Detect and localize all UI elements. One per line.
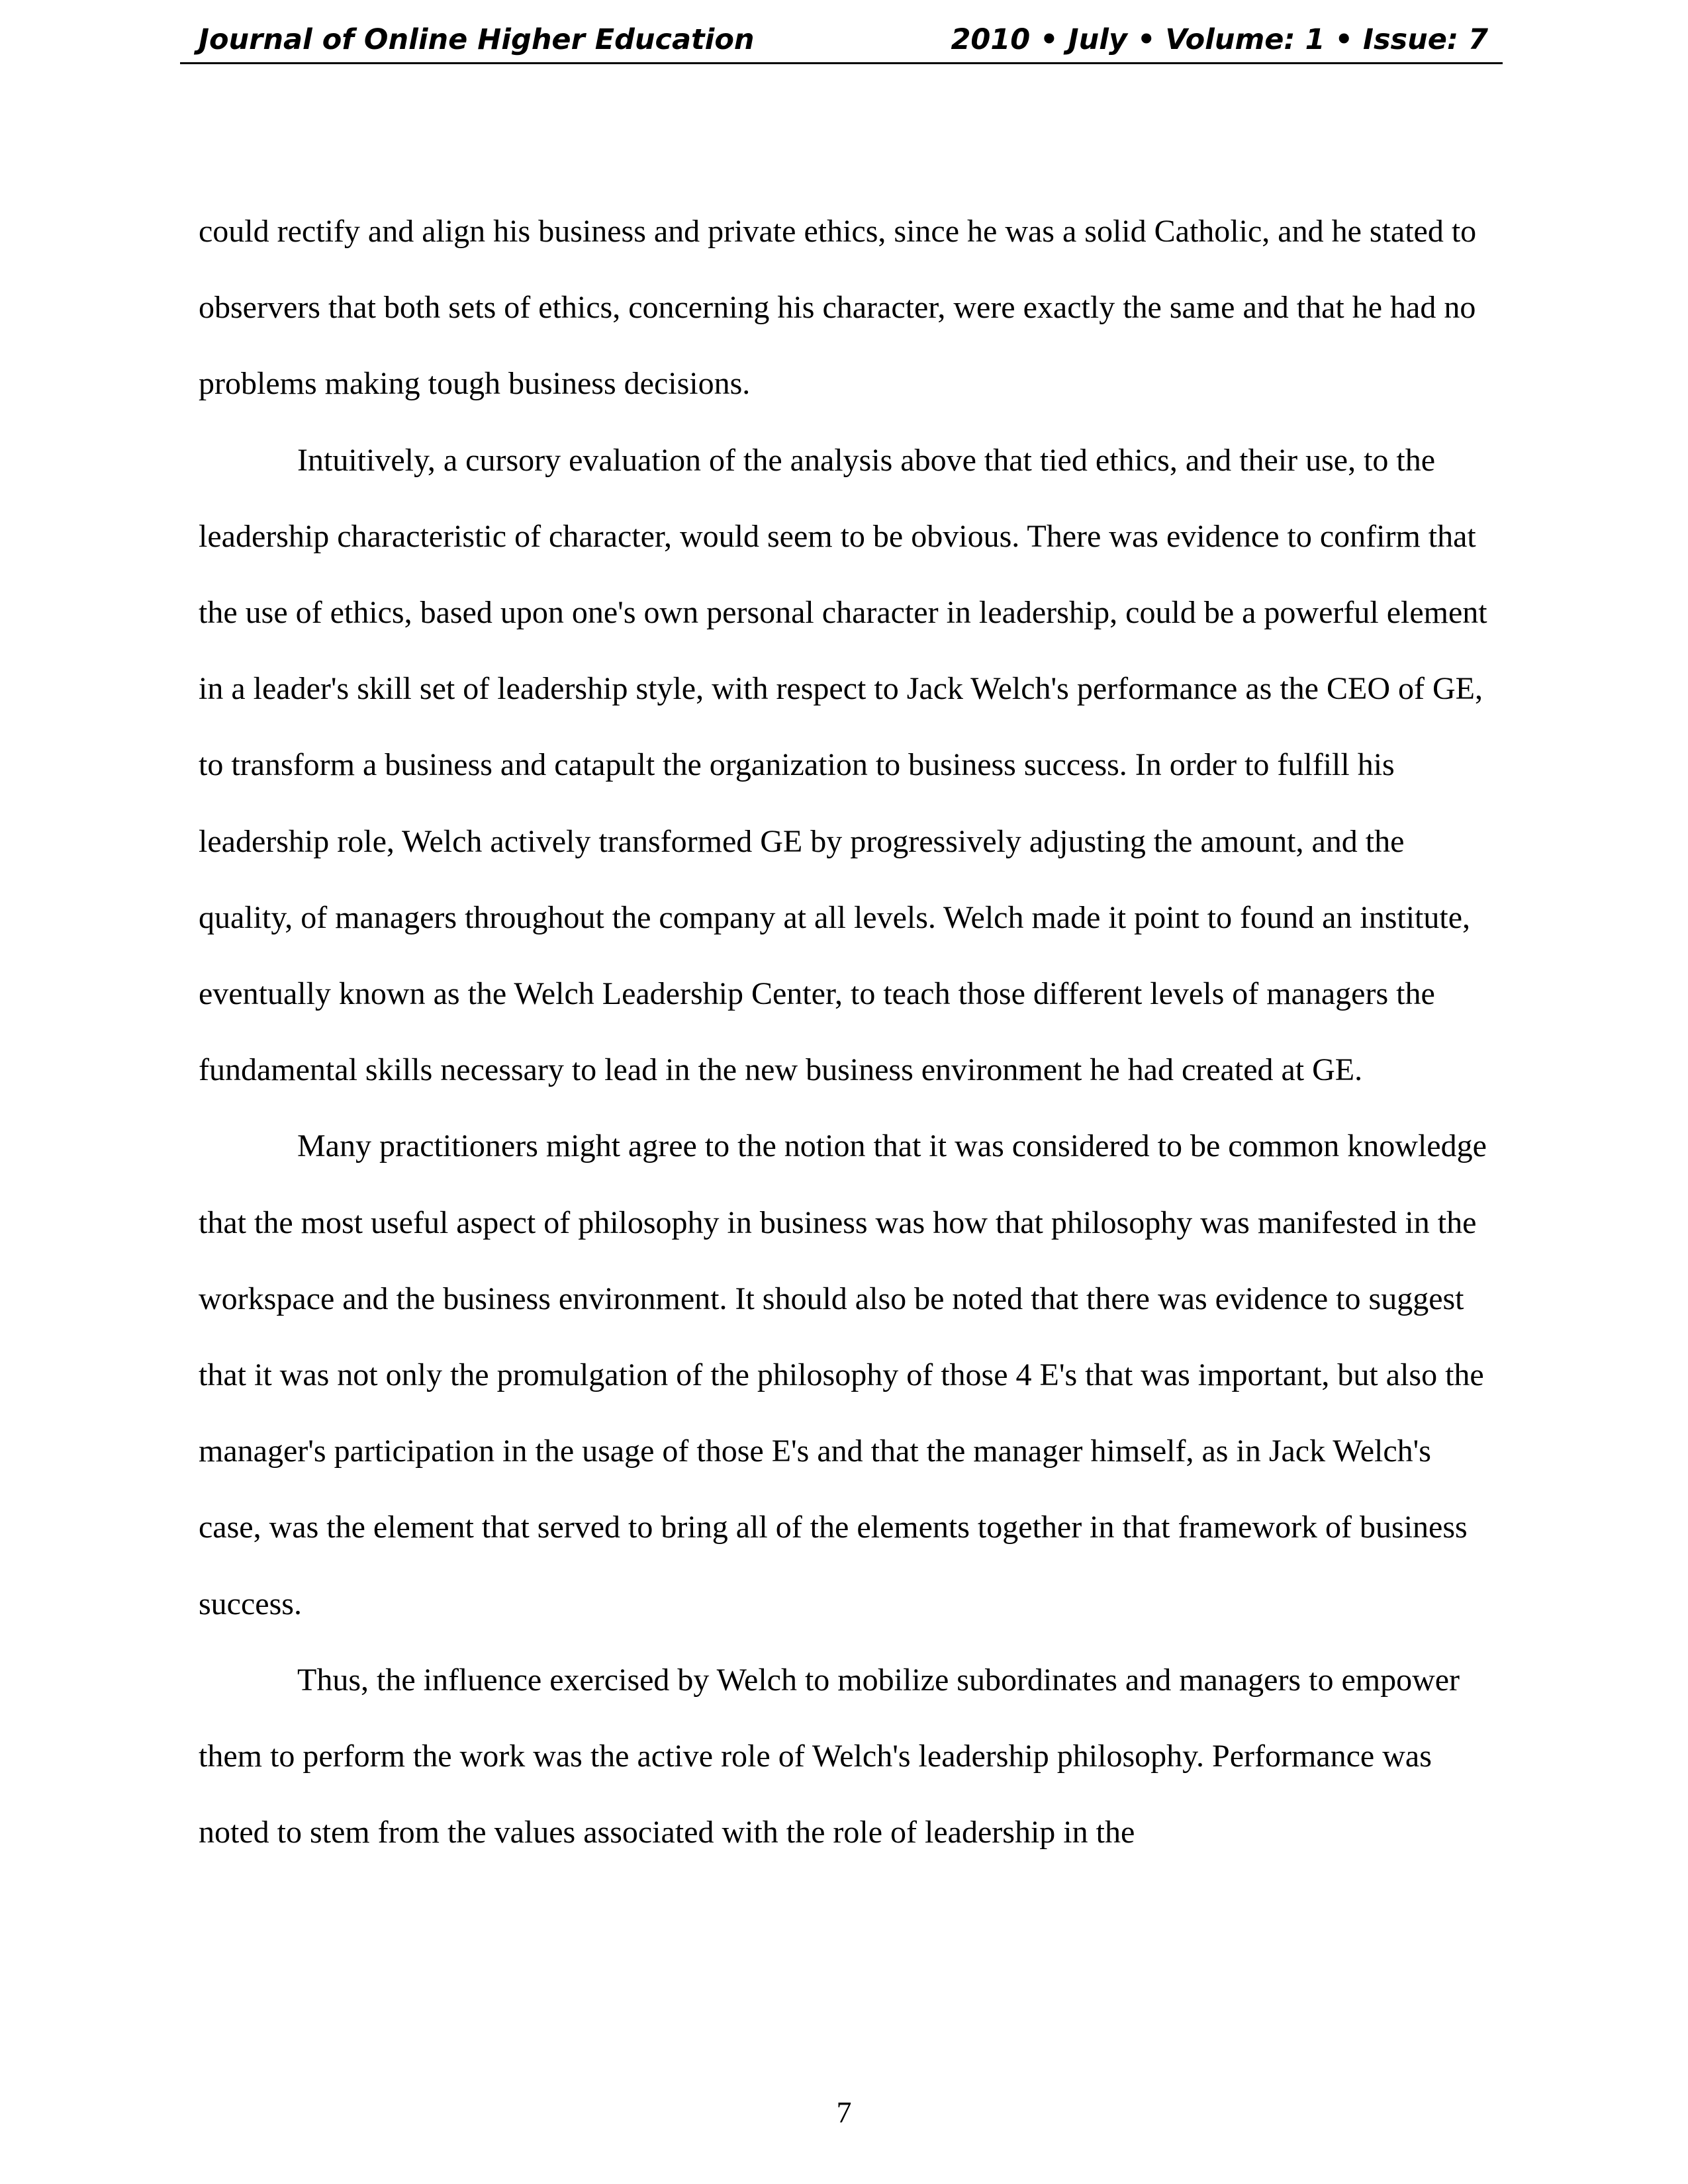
paragraph-continued: could rectify and align his business and private ethics, since he was a solid Catholic, and he stated to observers that both sets of ethics, concerning his character, were exactly the same and that he had no problems making tough business decisions. [199,214,1477,402]
page-number: 7 [836,2095,852,2129]
paragraph: Thus, the influence exercised by Welch to mobilize subordinates and managers to empower them to perform the work was the active role of Welch's leadership philosophy. Performance was noted to stem from the values associated with the role of leadership in the [199,1662,1460,1850]
running-header [180,19,1503,64]
issue-info: 2010 • July • Volume: 1 • Issue: 7 [951,23,1488,56]
journal-title: Journal of Online Higher Education [199,23,755,56]
paragraph: Intuitively, a cursory evaluation of the analysis above that tied ethics, and their use, to the leadership characteristic of character, would seem to be obvious. There was evidence to confirm that the use of ethics, based upon one's own personal character in leadership, could be a powerful element in a leader's skill set of leadership style, with respect to Jack Welch's performance as the CEO of GE, to transform a business and catapult the organization to business success. In order to fulfill his leadership role, Welch actively transformed GE by progressively adjusting the amount, and the quality, of managers throughout the company at all levels. Welch made it point to found an institute, eventually known as the Welch Leadership Center, to teach those different levels of managers the fundamental skills necessary to lead in the new business environment he had created at GE. [199,442,1487,1088]
paragraph: Many practitioners might agree to the notion that it was considered to be common knowledge that the most useful aspect of philosophy in business was how that philosophy was manifested in the workspace and the business environment. It should also be noted that there was evidence to suggest that it was not only the promulgation of the philosophy of those 4 E's that was important, but also the manager's participation in the usage of those E's and that the manager himself, as in Jack Welch's case, was the element that served to bring all of the elements together in that framework of business success. [199,1128,1487,1621]
body-text [199,193,1489,1870]
